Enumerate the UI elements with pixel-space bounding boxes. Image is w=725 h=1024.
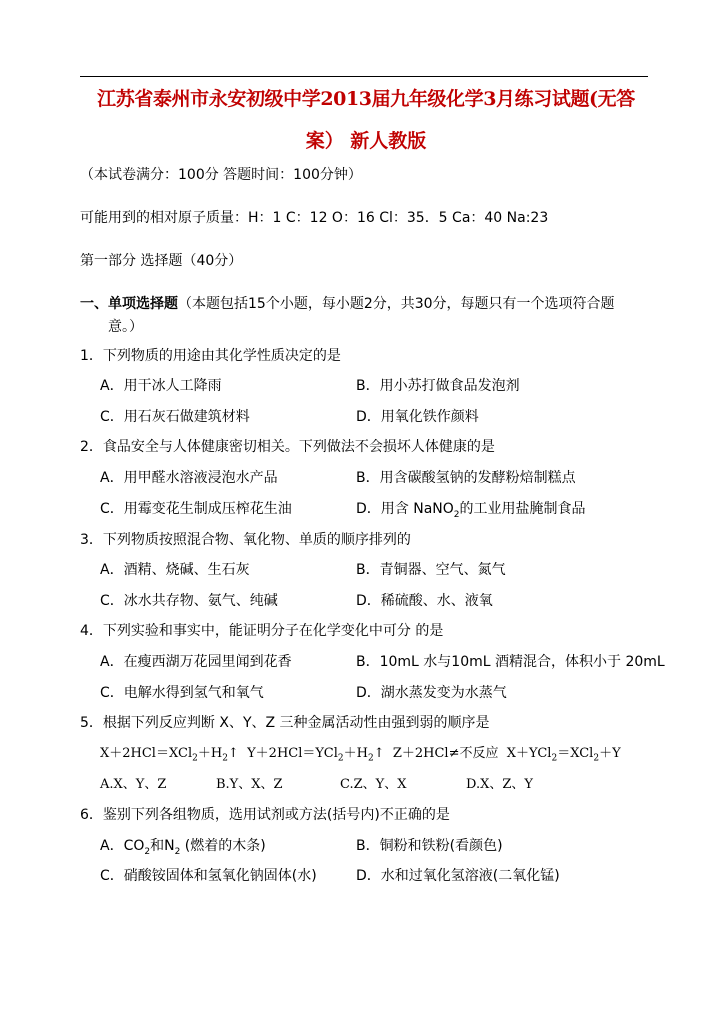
- question-4-option-c: C．电解水得到氢气和氧气: [100, 685, 264, 701]
- reaction-2: $Y+2HCl=YCl_2+H_2↑$: [247, 746, 385, 764]
- question-5-stem: 5．根据下列反应判断 X、Y、Z 三种金属活动性由强到弱的顺序是: [80, 715, 490, 731]
- section-desc: （本题包括15个小题，每小题2分，共30分，每题只有一个选项符合题: [178, 296, 615, 312]
- question-6-option-d: D．水和过氧化氢溶液(二氧化锰): [356, 868, 560, 884]
- question-2-option-b: B．用含碳酸氢钠的发酵粉焙制糕点: [356, 470, 576, 486]
- section-heading: [80, 295, 615, 313]
- question-5-reactions: [100, 745, 621, 763]
- question-4-stem: 4．下列实验和事实中，能证明分子在化学变化中可分 的是: [80, 623, 444, 639]
- reaction-3: Z＋2HCl≠不反应: [392, 746, 499, 761]
- question-4-option-b: B．10mL 水与10mL 酒精混合，体积小于 20mL: [356, 654, 665, 670]
- question-4-option-d: D．湖水蒸发变为水蒸气: [356, 685, 507, 701]
- question-6-option-a: A．$CO_2$和$N_2$ (燃着的木条): [100, 838, 266, 857]
- question-1-option-b: B．用小苏打做食品发泡剂: [356, 378, 520, 394]
- atomic-masses: 可能用到的相对原子质量：H：1 C：12 O：16 Cl：35．5 Ca：40 Na:23: [80, 210, 549, 226]
- question-2-option-a: A．用甲醛水溶液浸泡水产品: [100, 470, 278, 486]
- question-3-option-d: D．稀硫酸、水、液氧: [356, 593, 493, 609]
- option-d-prefix: D．用含 NaNO: [356, 501, 454, 517]
- header-rule: [80, 76, 648, 77]
- question-2-option-d: [356, 500, 586, 518]
- question-2-stem: 2．食品安全与人体健康密切相关。下列做法不会损坏人体健康的是: [80, 439, 495, 455]
- reaction-1: $X+2HCl=XCl_2+H_2↑$: [100, 746, 239, 764]
- question-6-option-b: B．铜粉和铁粉(看颜色): [356, 838, 503, 854]
- option-d-suffix: 的工业用盐腌制食品: [459, 501, 586, 517]
- question-6-option-c: C．硝酸铵固体和氢氧化钠固体(水): [100, 868, 317, 884]
- reaction-4: X＋YCl$_2$＝XCl$_2$＋Y: [506, 746, 621, 764]
- question-4-option-a: A．在瘦西湖万花园里闻到花香: [100, 654, 292, 670]
- question-1-option-a: A．用干冰人工降雨: [100, 378, 222, 394]
- question-1-stem: 1．下列物质的用途由其化学性质决定的是: [80, 348, 341, 364]
- question-1-option-d: D．用氧化铁作颜料: [356, 409, 479, 425]
- question-3-stem: 3．下列物质按照混合物、氧化物、单质的顺序排列的: [80, 532, 411, 548]
- title-line-2: 案） 新人教版: [305, 130, 427, 152]
- question-2-option-c: C．用霉变花生制成压榨花生油: [100, 501, 292, 517]
- question-5-option-c: C.Z、Y、X: [340, 777, 407, 792]
- part-one-heading: 第一部分 选择题（40分）: [80, 253, 243, 269]
- question-1-option-c: C．用石灰石做建筑材料: [100, 409, 250, 425]
- exam-meta: （本试卷满分：100分 答题时间：100分钟）: [80, 167, 362, 183]
- question-5-option-d: D.X、Z、Y: [466, 777, 533, 792]
- question-3-option-b: B．青铜器、空气、氮气: [356, 562, 506, 578]
- question-3-option-a: A．酒精、烧碱、生石灰: [100, 562, 250, 578]
- section-desc-cont: 意。）: [108, 319, 143, 335]
- question-5-option-a: A.X、Y、Z: [100, 777, 167, 792]
- title-line-1: 江苏省泰州市永安初级中学2013届九年级化学3月练习试题(无答: [97, 88, 635, 110]
- section-title: 一、单项选择题: [80, 296, 178, 312]
- option-d-subscript: 2: [453, 509, 460, 520]
- question-3-option-c: C．冰水共存物、氨气、纯碱: [100, 593, 278, 609]
- question-5-option-b: B.Y、X、Z: [216, 777, 283, 792]
- question-6-stem: 6．鉴别下列各组物质，选用试剂或方法(括号内)不正确的是: [80, 807, 450, 823]
